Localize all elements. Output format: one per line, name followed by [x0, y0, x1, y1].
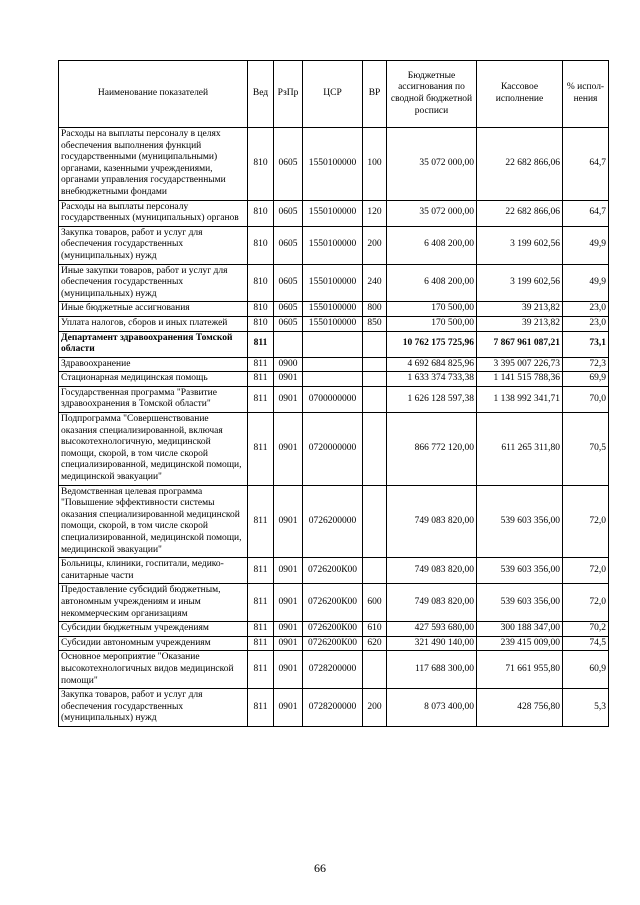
table-row	[59, 316, 609, 331]
row-name: Субсидии бюджетным учреждениям	[59, 622, 248, 637]
row-name: Расходы на выплаты персоналу в целях обеспечения выполнения функций государственными (муниципальными) органами, казенными учреждениями, органами управления государственными внебюджетными фондами	[59, 128, 248, 201]
row-ved: 811	[248, 485, 274, 558]
table-row	[59, 264, 609, 302]
row-percent: 23,0	[563, 316, 609, 331]
row-rzpr: 0901	[274, 413, 303, 486]
row-ved: 811	[248, 636, 274, 651]
row-csr: 1550100000	[303, 302, 363, 317]
row-csr: 1550100000	[303, 264, 363, 302]
row-vr	[363, 372, 387, 387]
row-name: Департамент здравоохранения Томской области	[59, 331, 248, 357]
row-vr: 200	[363, 689, 387, 727]
row-rzpr: 0901	[274, 372, 303, 387]
table-row	[59, 622, 609, 637]
table-row	[59, 636, 609, 651]
row-assignments: 6 408 200,00	[387, 226, 477, 264]
table-row	[59, 558, 609, 584]
row-name: Закупка товаров, работ и услуг для обеспечения государственных (муниципальных) нужд	[59, 689, 248, 727]
row-csr: 0726200000	[303, 485, 363, 558]
row-ved: 811	[248, 558, 274, 584]
row-rzpr: 0901	[274, 584, 303, 622]
row-vr	[363, 651, 387, 689]
row-ved: 810	[248, 316, 274, 331]
row-assignments: 35 072 000,00	[387, 200, 477, 226]
table-row	[59, 372, 609, 387]
row-percent: 70,2	[563, 622, 609, 637]
row-cash: 3 199 602,56	[477, 264, 563, 302]
row-percent: 49,9	[563, 226, 609, 264]
row-assignments: 866 772 120,00	[387, 413, 477, 486]
row-rzpr: 0901	[274, 636, 303, 651]
row-name: Предоставление субсидий бюджетным, автономным учреждениям и иным некоммерческим организациям	[59, 584, 248, 622]
row-percent: 72,0	[563, 485, 609, 558]
row-rzpr	[274, 331, 303, 357]
row-ved: 810	[248, 302, 274, 317]
row-assignments: 117 688 300,00	[387, 651, 477, 689]
row-cash: 539 603 356,00	[477, 558, 563, 584]
row-vr	[363, 357, 387, 372]
header-cash: Кассовое исполнение	[477, 61, 563, 128]
row-csr: 0700000000	[303, 386, 363, 412]
row-rzpr: 0605	[274, 200, 303, 226]
row-cash: 22 682 866,06	[477, 128, 563, 201]
table-row	[59, 357, 609, 372]
row-vr: 850	[363, 316, 387, 331]
row-csr: 0726200К00	[303, 584, 363, 622]
row-csr: 1550100000	[303, 128, 363, 201]
page-number: 66	[314, 861, 326, 875]
table-row	[59, 413, 609, 486]
table-row	[59, 651, 609, 689]
row-name: Основное мероприятие "Оказание высокотехнологичных видов медицинской помощи"	[59, 651, 248, 689]
header-vr: ВР	[363, 61, 387, 128]
row-ved: 811	[248, 689, 274, 727]
row-name: Государственная программа "Развитие здравоохранения в Томской области"	[59, 386, 248, 412]
row-vr	[363, 413, 387, 486]
row-name: Стационарная медицинская помощь	[59, 372, 248, 387]
row-cash: 300 188 347,00	[477, 622, 563, 637]
row-vr: 120	[363, 200, 387, 226]
table-row	[59, 128, 609, 201]
row-rzpr: 0605	[274, 316, 303, 331]
row-cash: 7 867 961 087,21	[477, 331, 563, 357]
row-percent: 69,9	[563, 372, 609, 387]
row-percent: 23,0	[563, 302, 609, 317]
table-row	[59, 331, 609, 357]
header-assignments: Бюджетные ассигнования по сводной бюджетной росписи	[387, 61, 477, 128]
row-name: Субсидии автономным учреждениям	[59, 636, 248, 651]
table-row	[59, 302, 609, 317]
row-csr: 1550100000	[303, 226, 363, 264]
row-name: Здравоохранение	[59, 357, 248, 372]
row-assignments: 170 500,00	[387, 302, 477, 317]
row-name: Иные закупки товаров, работ и услуг для обеспечения государственных (муниципальных) нужд	[59, 264, 248, 302]
row-csr: 1550100000	[303, 316, 363, 331]
row-csr: 0720000000	[303, 413, 363, 486]
row-percent: 72,0	[563, 558, 609, 584]
row-vr: 240	[363, 264, 387, 302]
row-ved: 810	[248, 226, 274, 264]
row-rzpr: 0605	[274, 128, 303, 201]
row-ved: 811	[248, 584, 274, 622]
row-rzpr: 0901	[274, 689, 303, 727]
row-cash: 239 415 009,00	[477, 636, 563, 651]
row-name: Больницы, клиники, госпитали, медико-санитарные части	[59, 558, 248, 584]
row-percent: 70,0	[563, 386, 609, 412]
row-cash: 3 395 007 226,73	[477, 357, 563, 372]
row-assignments: 1 626 128 597,38	[387, 386, 477, 412]
row-cash: 539 603 356,00	[477, 485, 563, 558]
row-percent: 49,9	[563, 264, 609, 302]
row-percent: 73,1	[563, 331, 609, 357]
row-cash: 1 141 515 788,36	[477, 372, 563, 387]
row-ved: 810	[248, 128, 274, 201]
table-row	[59, 226, 609, 264]
row-assignments: 35 072 000,00	[387, 128, 477, 201]
row-ved: 811	[248, 372, 274, 387]
row-rzpr: 0901	[274, 558, 303, 584]
row-assignments: 749 083 820,00	[387, 558, 477, 584]
row-csr: 0728200000	[303, 651, 363, 689]
row-cash: 1 138 992 341,71	[477, 386, 563, 412]
row-cash: 71 661 955,80	[477, 651, 563, 689]
row-assignments: 6 408 200,00	[387, 264, 477, 302]
table-row	[59, 584, 609, 622]
row-csr: 0726200К00	[303, 558, 363, 584]
row-percent: 5,3	[563, 689, 609, 727]
row-percent: 60,9	[563, 651, 609, 689]
row-rzpr: 0901	[274, 651, 303, 689]
row-vr	[363, 386, 387, 412]
row-cash: 611 265 311,80	[477, 413, 563, 486]
row-ved: 810	[248, 264, 274, 302]
row-percent: 72,3	[563, 357, 609, 372]
row-name: Подпрограмма "Совершенствование оказания специализированной, включая высокотехнологичную, медицинской помощи, скорой, в том числе скорой специализированной, медицинской помощи, медицинской эвакуации"	[59, 413, 248, 486]
row-vr: 610	[363, 622, 387, 637]
table-row	[59, 485, 609, 558]
row-percent: 74,5	[563, 636, 609, 651]
row-csr	[303, 331, 363, 357]
row-rzpr: 0901	[274, 622, 303, 637]
row-vr	[363, 485, 387, 558]
row-cash: 39 213,82	[477, 316, 563, 331]
row-cash: 22 682 866,06	[477, 200, 563, 226]
row-assignments: 427 593 680,00	[387, 622, 477, 637]
table-row	[59, 200, 609, 226]
row-name: Иные бюджетные ассигнования	[59, 302, 248, 317]
row-csr: 1550100000	[303, 200, 363, 226]
row-vr: 100	[363, 128, 387, 201]
table-body	[59, 128, 609, 727]
row-cash: 3 199 602,56	[477, 226, 563, 264]
table-row	[59, 689, 609, 727]
row-vr	[363, 558, 387, 584]
row-assignments: 170 500,00	[387, 316, 477, 331]
header-ved: Вед	[248, 61, 274, 128]
row-rzpr: 0900	[274, 357, 303, 372]
row-ved: 810	[248, 200, 274, 226]
row-csr: 0726200К00	[303, 636, 363, 651]
row-rzpr: 0901	[274, 485, 303, 558]
row-ved: 811	[248, 413, 274, 486]
row-name: Уплата налогов, сборов и иных платежей	[59, 316, 248, 331]
header-name: Наименование показателей	[59, 61, 248, 128]
row-vr	[363, 331, 387, 357]
row-rzpr: 0901	[274, 386, 303, 412]
row-rzpr: 0605	[274, 302, 303, 317]
row-rzpr: 0605	[274, 226, 303, 264]
budget-table	[58, 60, 609, 727]
row-csr	[303, 357, 363, 372]
row-csr	[303, 372, 363, 387]
row-cash: 39 213,82	[477, 302, 563, 317]
row-ved: 811	[248, 622, 274, 637]
row-assignments: 749 083 820,00	[387, 584, 477, 622]
row-cash: 539 603 356,00	[477, 584, 563, 622]
row-ved: 811	[248, 386, 274, 412]
row-assignments: 749 083 820,00	[387, 485, 477, 558]
header-percent: % испол-нения	[563, 61, 609, 128]
row-ved: 811	[248, 357, 274, 372]
row-assignments: 10 762 175 725,96	[387, 331, 477, 357]
row-percent: 70,5	[563, 413, 609, 486]
row-assignments: 8 073 400,00	[387, 689, 477, 727]
row-csr: 0728200000	[303, 689, 363, 727]
row-percent: 72,0	[563, 584, 609, 622]
header-csr: ЦСР	[303, 61, 363, 128]
row-csr: 0726200К00	[303, 622, 363, 637]
row-percent: 64,7	[563, 128, 609, 201]
table-row	[59, 386, 609, 412]
row-name: Расходы на выплаты персоналу государственных (муниципальных) органов	[59, 200, 248, 226]
row-vr: 800	[363, 302, 387, 317]
header-row	[59, 61, 609, 128]
row-ved: 811	[248, 331, 274, 357]
row-percent: 64,7	[563, 200, 609, 226]
row-vr: 620	[363, 636, 387, 651]
row-vr: 600	[363, 584, 387, 622]
row-rzpr: 0605	[274, 264, 303, 302]
row-name: Ведомственная целевая программа "Повышение эффективности системы оказания специализированной медицинской помощи, скорой, в том числе скорой специализированной, медицинской помощи, медицинской эвакуации"	[59, 485, 248, 558]
row-cash: 428 756,80	[477, 689, 563, 727]
row-assignments: 4 692 684 825,96	[387, 357, 477, 372]
header-rzpr: РзПр	[274, 61, 303, 128]
row-assignments: 1 633 374 733,38	[387, 372, 477, 387]
row-ved: 811	[248, 651, 274, 689]
row-vr: 200	[363, 226, 387, 264]
row-name: Закупка товаров, работ и услуг для обеспечения государственных (муниципальных) нужд	[59, 226, 248, 264]
row-assignments: 321 490 140,00	[387, 636, 477, 651]
